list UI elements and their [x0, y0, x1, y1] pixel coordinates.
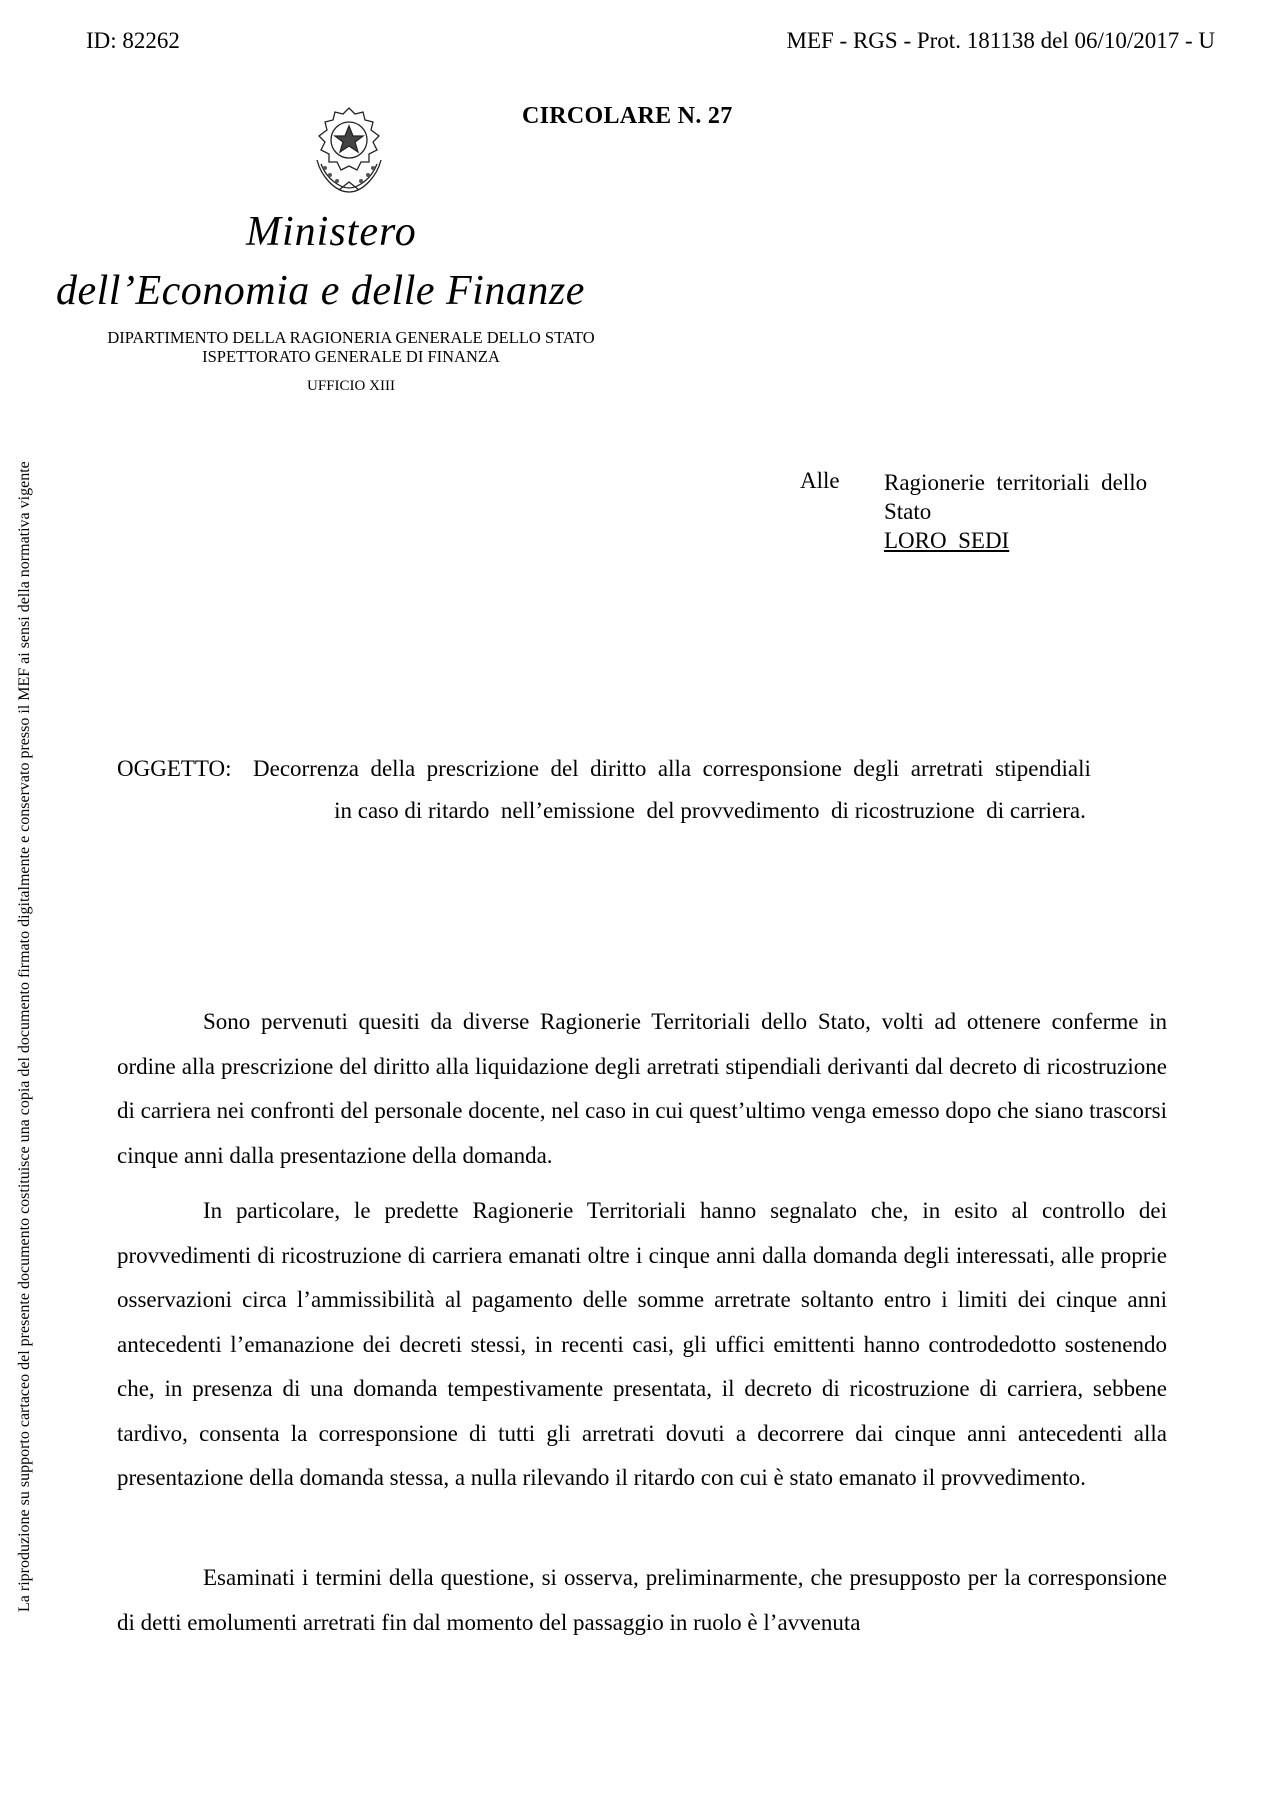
document-id: ID: 82262 — [86, 28, 180, 53]
paragraph-text: In particolare, le predette Ragionerie Territoriali hanno segnalato che, in esito al controllo dei provvedimenti di ricostruzione di carriera emanati oltre i cinque anni dalla domanda degli interessati, alle proprie osservazioni circa l’ammissibilità al pagamento delle somme arretrate soltanto entro i limiti dei cinque anni antecedenti l’emanazione dei decreti stessi, in recenti casi, gli uffici emittenti hanno controdedotto sostenendo che, in presenza di una domanda tempestivamente presentata, il decreto di ricostruzione di carriera, sebbene tardivo, consenta la corresponsione di tutti gli arretrati dovuti a decorrere dai cinque anni antecedenti alla presentazione della domanda stessa, a nulla rilevando il ritardo con cui è stato emanato il provvedimento. — [117, 1198, 1167, 1490]
body-paragraph-1 — [117, 1000, 1167, 1178]
ministry-name-line2: dell’Economia e delle Finanze — [56, 268, 585, 314]
subject-line-1: Decorrenza della prescrizione del diritto alla corresponsione degli arretrati stipendiali — [253, 756, 1091, 781]
subject-label: OGGETTO: — [117, 756, 232, 781]
paragraph-text: Sono pervenuti quesiti da diverse Ragionerie Territoriali dello Stato, volti ad ottenere conferme in ordine alla prescrizione del diritto alla liquidazione degli arretrati stipendiali derivanti dal decreto di ricostruzione di carriera nei confronti del personale docente, nel caso in cui quest’ultimo venga emesso dopo che siano trascorsi cinque anni dalla presentazione della domanda. — [117, 1009, 1167, 1168]
recipient-line-1: Ragionerie territoriali dello — [884, 470, 1148, 495]
protocol-number: MEF - RGS - Prot. 181138 del 06/10/2017 - U — [786, 28, 1215, 53]
paragraph-text: Esaminati i termini della questione, si osserva, preliminarmente, che presupposto per la corresponsione di detti emolumenti arretrati fin dal momento del passaggio in ruolo è l’avvenuta — [117, 1565, 1167, 1635]
circular-title: CIRCOLARE N. 27 — [522, 103, 733, 129]
republic-emblem-icon — [307, 102, 391, 198]
office-name: UFFICIO XIII — [307, 378, 395, 394]
ministry-name-line1: Ministero — [246, 209, 417, 255]
recipient-prefix: Alle — [800, 468, 840, 493]
legal-side-note: La riproduzione su supporto cartaceo del presente documento costituisce una copia del documento firmato digitalmente e conservato presso il MEF ai sensi della normativa vigente — [16, 461, 33, 1612]
body-paragraph-3 — [117, 1556, 1167, 1645]
body-paragraph-2 — [117, 1189, 1167, 1501]
department-heading — [56, 328, 646, 366]
recipient-line-2: Stato — [884, 499, 932, 524]
department-name: DIPARTIMENTO DELLA RAGIONERIA GENERALE DELLO STATO — [107, 328, 595, 347]
recipient-block — [884, 468, 1184, 555]
recipient-line-3: LORO SEDI — [884, 528, 1010, 553]
inspectorate-name: ISPETTORATO GENERALE DI FINANZA — [202, 347, 500, 366]
subject-line-2: in caso di ritardo nell’emissione del provvedimento di ricostruzione di carriera. — [334, 798, 1086, 823]
subject-block — [117, 748, 1167, 832]
